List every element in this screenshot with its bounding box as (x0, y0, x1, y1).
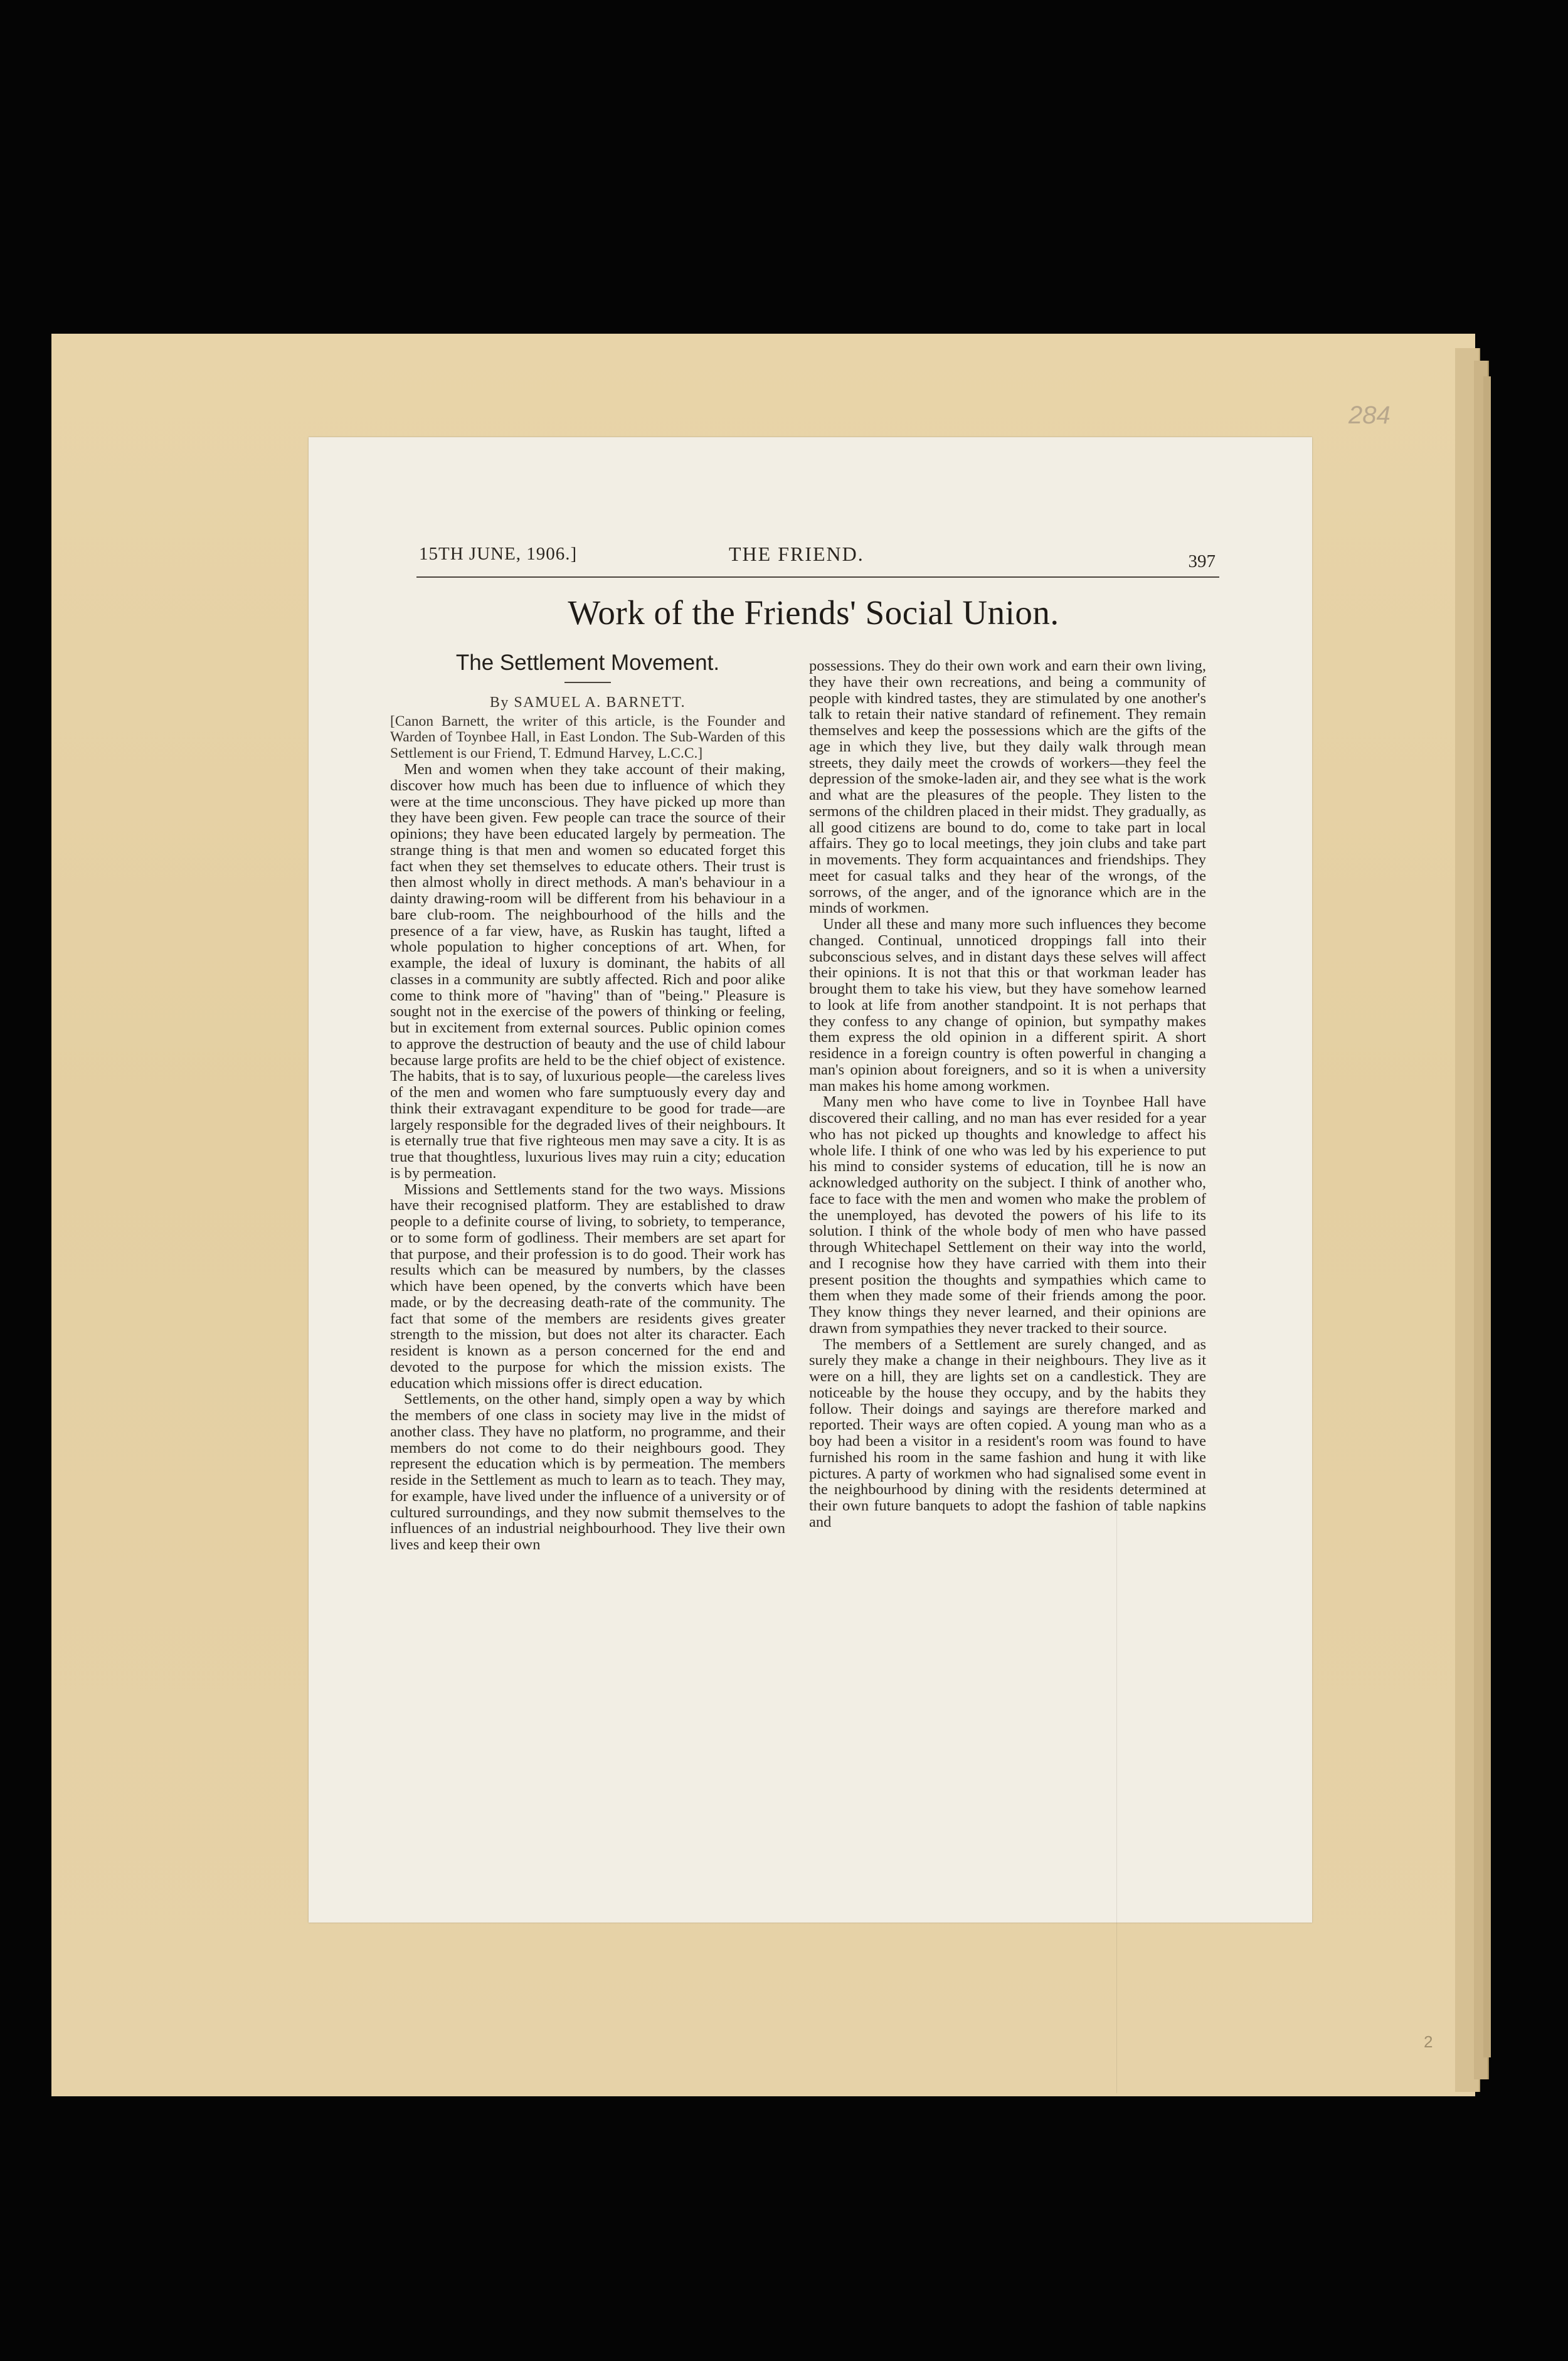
left-column (390, 650, 785, 1553)
paragraph: Under all these and many more such influences they become changed. Continual, unnoticed droppings fall into their subconscious selves, and in distant days these selves will affect their opinions. It is not that this or that workman leader has brought them to take his view, but they have somehow learned to look at life from another standpoint. It is not perhaps that they confess to any change of opinion, but sympathy makes them express the old opinion in a different spirit. A short residence in a foreign country is often powerful in changing a man's opinion about foreigners, and so it is when a university man makes his home among workmen. (809, 916, 1206, 1095)
paragraph: Men and women when they take account of their making, discover how much has been due to influence of which they were at the time unconscious. They have picked up more than they have been given. Few people can trace the source of their opinions; they have been educated largely by permeation. The strange thing is that men and women so educated forget this fact when they set themselves to educate others. Their trust is then almost wholly in direct methods. A man's behaviour in a dainty drawing-room will be different from his behaviour in a bare club-room. The neighbourhood of the hills and the presence of a far view, have, as Ruskin has taught, lifted a whole population to higher conceptions of art. When, for example, the ideal of luxury is dominant, the habits of all classes in a community are subtly affected. Rich and poor alike come to think more of "having" than of "being." Pleasure is sought not in the exercise of the powers of thinking or feeling, but in excitement from external sources. Public opinion comes to approve the destruction of beauty and the use of child labour because large profits are held to be the chief object of existence. The habits, that is to say, of luxurious people—the careless lives of the men and women who fare sumptuously every day and think their extravagant expenditure to be good for trade—are largely responsible for the degraded lives of their neighbours. It is eternally true that five righteous men may save a city. It is as true that thoughtless, luxurious lives may ruin a city; education is by permeation. (390, 761, 785, 1182)
paragraph: possessions. They do their own work and earn their own living, they have their own recreations, and being a community of people with kindred tastes, they are stimulated by one another's talk to retain their native standard of refinement. They remain themselves and keep the possessions which are the gifts of the age in which they live, but they daily walk through mean streets, they daily meet the crowds of workers—they feel the depression of the smoke-laden air, and they see what is the work and what are the pleasures of the people. They listen to the sermons of the children placed in their midst. They gradually, as all good citizens are bound to do, come to take part in local affairs. They go to local meetings, they join clubs and take part in movements. They form acquaintances and friendships. They meet for casual talks and they hear of the wrongs, of the sorrows, of the anger, and of the ignorance which are in the minds of workmen. (809, 657, 1206, 917)
editor-note: [Canon Barnett, the writer of this article, is the Founder and Warden of Toynbee Hall, in East London. The Sub-Warden of this Settlement is our Friend, T. Edmund Harvey, L.C.C.] (390, 713, 785, 761)
publication-title: THE FRIEND. (729, 543, 864, 565)
folio-mark: 284 (1348, 401, 1391, 429)
paragraph: Settlements, on the other hand, simply open a way by which the members of one class in society may live in the midst of another class. They have no platform, no programme, and their members do not come to do their neighbours good. They represent the education which is by permeation. The members reside in the Settlement as much to learn as to teach. They may, for example, have lived under the influence of a university or of cultured surroundings, and they now submit themselves to the influences of an industrial neighbourhood. They live their own lives and keep their own (390, 1391, 785, 1554)
paragraph: Missions and Settlements stand for the two ways. Missions have their recognised platform. They are established to draw people to a definite course of living, to sobriety, to temperance, or to some form of godliness. Their members are set apart for that purpose, and their profession is to do good. Their work has results which can be measured by numbers, by the classes which have been opened, by the converts which have been made, or by the decreasing death-rate of the community. The fact that some of the members are residents gives greater strength to the mission, but does not alter its character. Each resident is known as a person concerned for the end and devoted to the purpose for which the mission exists. The education which missions offer is direct education. (390, 1180, 785, 1392)
byline: By SAMUEL A. BARNETT. (489, 694, 686, 711)
corner-mark: 2 (1424, 2032, 1433, 2051)
page-number: 397 (1188, 551, 1216, 571)
subhead-rule (564, 682, 611, 683)
paragraph: The members of a Settlement are surely changed, and as surely they make a change in their neighbours. They live as it were on a hill, they are lights set on a candlestick. They are noticeable by the house they occupy, and by the habits they follow. Their doings and sayings are therefore marked and reported. Their ways are often copied. A young man who as a boy had been a visitor in a resident's room was found to have furnished his room in the same fashion and hung it with like pictures. A party of workmen who had signalised some event in the neighbourhood by dining with the residents determined at their own future banquets to adopt the fashion of table napkins and (809, 1335, 1206, 1531)
article-subhead: The Settlement Movement. (455, 650, 720, 675)
running-head (419, 543, 1216, 580)
newspaper-clipping (309, 437, 1312, 1923)
headline: Work of the Friends' Social Union. (568, 593, 1059, 632)
right-column (809, 658, 1206, 1531)
header-rule (416, 576, 1219, 578)
paragraph: Many men who have come to live in Toynbee Hall have discovered their calling, and no man has ever resided for a year who has not picked up thoughts and knowledge to affect his whole life. I think of one who was led by his experience to put his mind to consider systems of education, till he is now an acknowledged authority on the subject. I think of another who, face to face with the men and women who make the problem of the unemployed, has devoted the powers of his life to its solution. I think of the whole body of men who have passed through Whitechapel Settlement on their way into the world, and I recognise how they have carried with them into their present position the thoughts and sympathies which came to them when they made some of their friends among the poor. They know things they never learned, and their opinions are drawn from sympathies they never tracked to their source. (809, 1093, 1206, 1337)
issue-date: 15TH JUNE, 1906.] (419, 544, 578, 564)
mount-edge (1483, 376, 1491, 2057)
